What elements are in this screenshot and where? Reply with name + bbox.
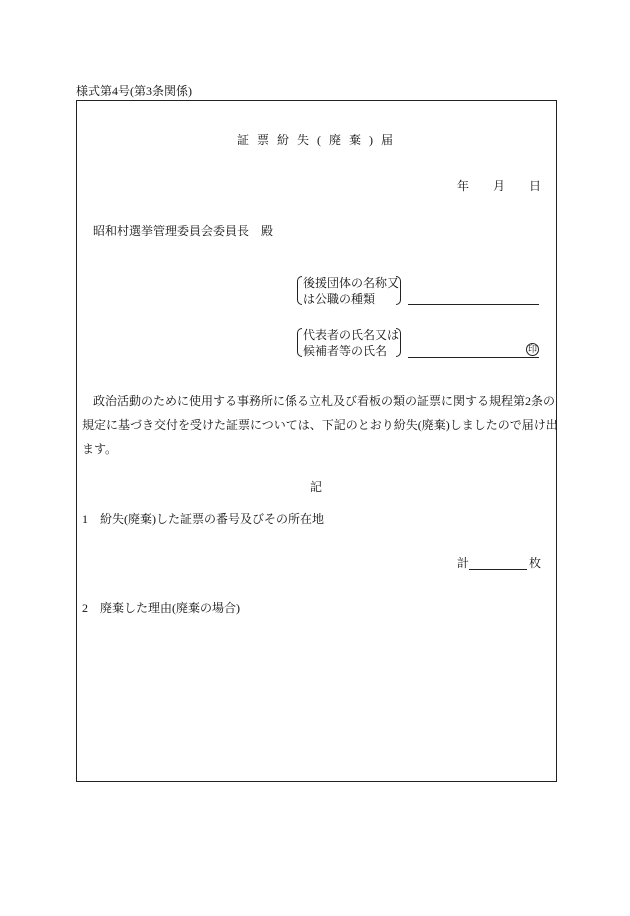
form-title: 証票紛失(廃棄)届 bbox=[237, 133, 401, 147]
rep-label-line-2: 候補者等の氏名 bbox=[303, 344, 388, 358]
form-frame bbox=[76, 100, 557, 782]
form-number: 様式第4号(第3条関係) bbox=[76, 84, 192, 98]
seal-mark-icon: 印 bbox=[527, 344, 537, 354]
item-1-heading: 1 紛失(廃棄)した証票の番号及びその所在地 bbox=[82, 512, 324, 526]
rep-blank-line bbox=[408, 357, 539, 358]
left-bracket bbox=[297, 276, 302, 305]
addressee: 昭和村選挙管理委員会委員長 殿 bbox=[93, 224, 274, 238]
body-line: 規定に基づき交付を受けた証票については、下記のとおり紛失(廃棄)しましたので届け出 bbox=[82, 418, 558, 432]
date-month-label: 月 bbox=[493, 179, 506, 193]
org-label-line-2: は公職の種類 bbox=[303, 292, 376, 306]
right-bracket bbox=[396, 276, 401, 305]
count-suffix: 枚 bbox=[529, 556, 542, 570]
body-line: 政治活動のために使用する事務所に係る立札及び看板の類の証票に関する規程第2条の bbox=[93, 394, 556, 408]
body-line: ます。 bbox=[82, 442, 118, 456]
rep-label-line-1: 代表者の氏名又は bbox=[303, 328, 400, 342]
count-blank-line bbox=[469, 569, 527, 570]
right-bracket bbox=[396, 328, 401, 357]
date-day-label: 日 bbox=[529, 179, 542, 193]
date-year-label: 年 bbox=[457, 179, 470, 193]
ki-heading: 記 bbox=[310, 480, 323, 494]
left-bracket bbox=[297, 328, 302, 357]
count-prefix: 計 bbox=[457, 556, 470, 570]
org-blank-line bbox=[408, 304, 539, 305]
org-label-line-1: 後援団体の名称又 bbox=[303, 276, 400, 290]
item-2-heading: 2 廃棄した理由(廃棄の場合) bbox=[82, 601, 240, 615]
